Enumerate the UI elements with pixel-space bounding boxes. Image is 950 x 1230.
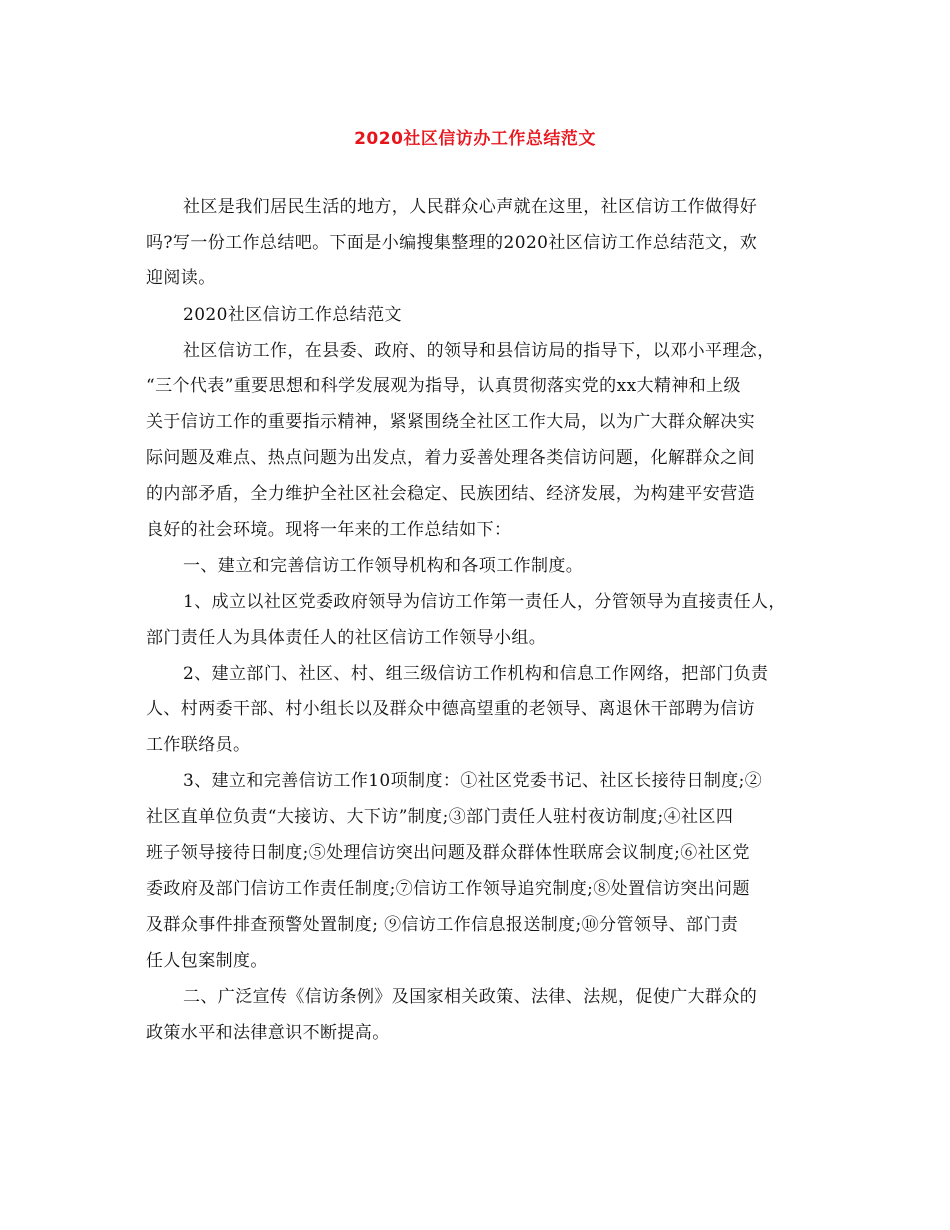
paragraph-line: 吗?写一份工作总结吧。下面是小编搜集整理的2020社区信访工作总结范文，欢	[146, 233, 758, 253]
paragraph-line: 政策水平和法律意识不断提高。	[146, 1023, 390, 1043]
paragraph-line: 委政府及部门信访工作责任制度;⑦信访工作领导追究制度;⑧处置信访突出问题	[146, 879, 750, 899]
paragraph-line: 的内部矛盾，全力维护全社区社会稳定、民族团结、经济发展，为构建平安营造	[146, 484, 755, 504]
paragraph-line: 部门责任人为具体责任人的社区信访工作领导小组。	[146, 628, 547, 648]
paragraph-line: “三个代表”重要思想和科学发展观为指导，认真贯彻落实党的xx大精神和上级	[146, 376, 741, 396]
paragraph-line: 2、建立部门、社区、村、组三级信访工作机构和信息工作网络，把部门负责	[183, 664, 769, 684]
paragraph-line: 任人包案制度。	[146, 951, 268, 971]
section-heading: 一、建立和完善信访工作领导机构和各项工作制度。	[183, 556, 584, 576]
paragraph-line: 社区是我们居民生活的地方，人民群众心声就在这里，社区信访工作做得好	[183, 197, 758, 217]
paragraph-line: 班子领导接待日制度;⑤处理信访突出问题及群众群体性联席会议制度;⑥社区党	[146, 843, 750, 863]
paragraph-line: 迎阅读。	[146, 268, 216, 288]
paragraph-line: 及群众事件排查预警处置制度; ⑨信访工作信息报送制度;⑩分管领导、部门责	[146, 915, 739, 935]
paragraph-line: 良好的社会环境。现将一年来的工作总结如下：	[146, 520, 512, 540]
section-heading: 二、广泛宣传《信访条例》及国家相关政策、法律、法规，促使广大群众的	[183, 987, 758, 1007]
paragraph-line: 关于信访工作的重要指示精神，紧紧围绕全社区工作大局，以为广大群众解决实	[146, 412, 755, 432]
paragraph-line: 人、村两委干部、村小组长以及群众中德高望重的老领导、离退休干部聘为信访	[146, 699, 755, 719]
paragraph-line: 社区信访工作，在县委、政府、的领导和县信访局的指导下，以邓小平理念，	[183, 341, 775, 361]
document-title: 2020社区信访办工作总结范文	[354, 129, 596, 149]
paragraph-line: 工作联络员。	[146, 735, 251, 755]
paragraph-line: 际问题及难点、热点问题为出发点，着力妥善处理各类信访问题，化解群众之间	[146, 448, 755, 468]
paragraph-line: 1、成立以社区党委政府领导为信访工作第一责任人，分管领导为直接责任人，	[183, 592, 786, 612]
section-heading: 2020社区信访工作总结范文	[183, 305, 402, 325]
paragraph-line: 社区直单位负责“大接访、大下访”制度;③部门责任人驻村夜访制度;④社区四	[146, 807, 734, 827]
paragraph-line: 3、建立和完善信访工作10项制度：①社区党委书记、社区长接待日制度;②	[183, 771, 763, 791]
